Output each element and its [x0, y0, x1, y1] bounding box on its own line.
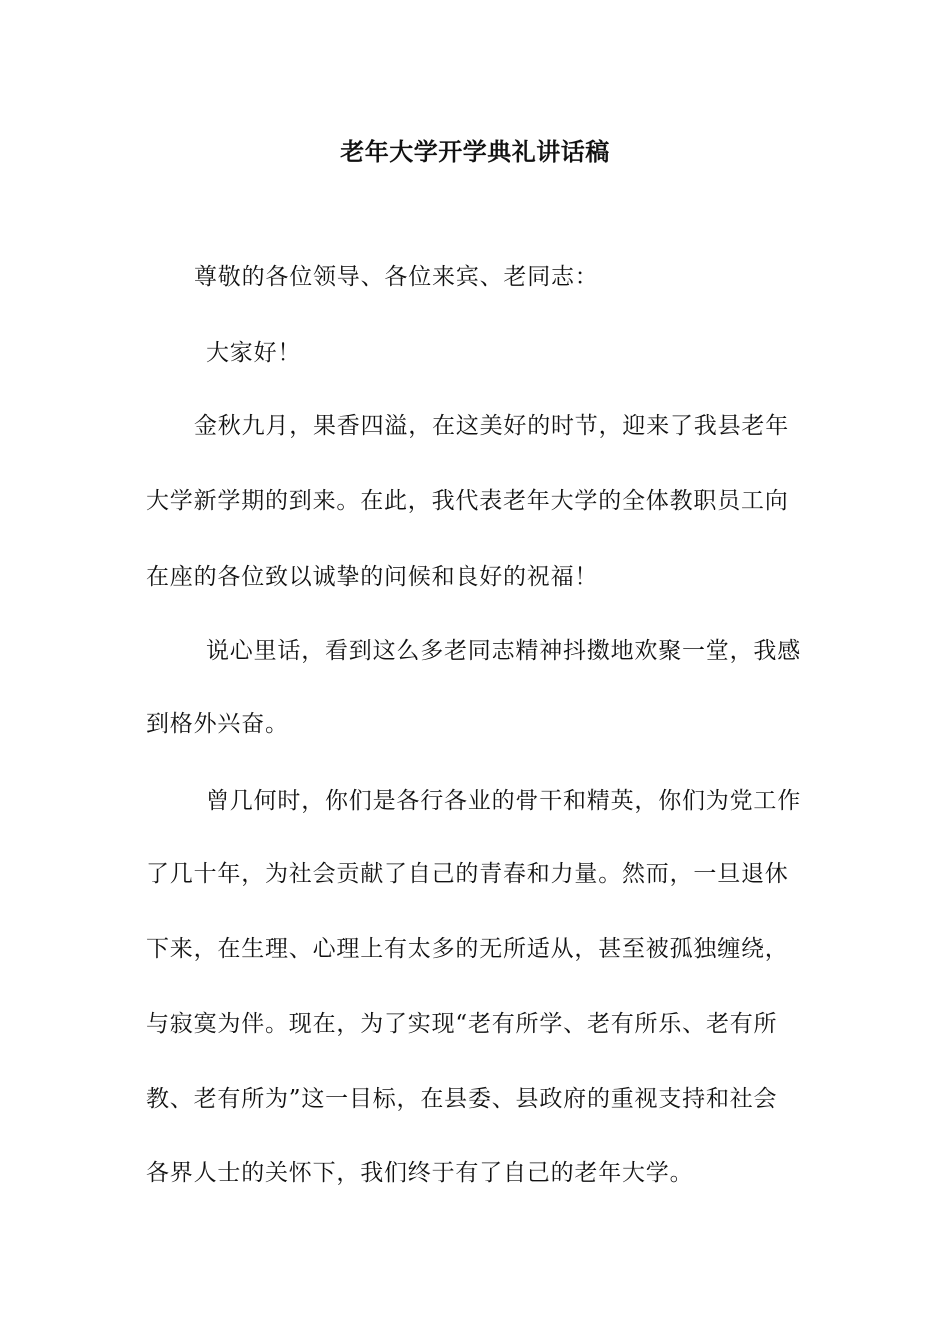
paragraph-1-line-2: 大学新学期的到来。在此，我代表老年大学的全体教职员工向 [146, 488, 789, 514]
paragraph-3-line-4: 与寂寞为伴。现在，为了实现“老有所学、老有所乐、老有所 [146, 1011, 778, 1037]
salutation-line: 尊敬的各位领导、各位来宾、老同志： [194, 264, 599, 290]
paragraph-2-line-1: 说心里话，看到这么多老同志精神抖擞地欢聚一堂，我感 [206, 638, 801, 664]
paragraph-1-line-1: 金秋九月，果香四溢，在这美好的时节，迎来了我县老年 [194, 413, 789, 439]
paragraph-2-line-2: 到格外兴奋。 [146, 711, 289, 737]
paragraph-3-line-5: 教、老有所为”这一目标，在县委、县政府的重视支持和社会 [146, 1086, 778, 1112]
paragraph-3-line-3: 下来，在生理、心理上有太多的无所适从，甚至被孤独缠绕， [146, 936, 789, 962]
document-title: 老年大学开学典礼讲话稿 [340, 137, 610, 166]
paragraph-3-line-1: 曾几何时，你们是各行各业的骨干和精英，你们为党工作 [206, 788, 801, 814]
paragraph-1-line-3: 在座的各位致以诚挚的问候和良好的祝福！ [146, 564, 599, 590]
paragraph-3-line-2: 了几十年，为社会贡献了自己的青春和力量。然而，一旦退休 [146, 861, 789, 887]
paragraph-3-line-6: 各界人士的关怀下，我们终于有了自己的老年大学。 [146, 1160, 694, 1186]
greeting-line: 大家好！ [206, 340, 302, 366]
